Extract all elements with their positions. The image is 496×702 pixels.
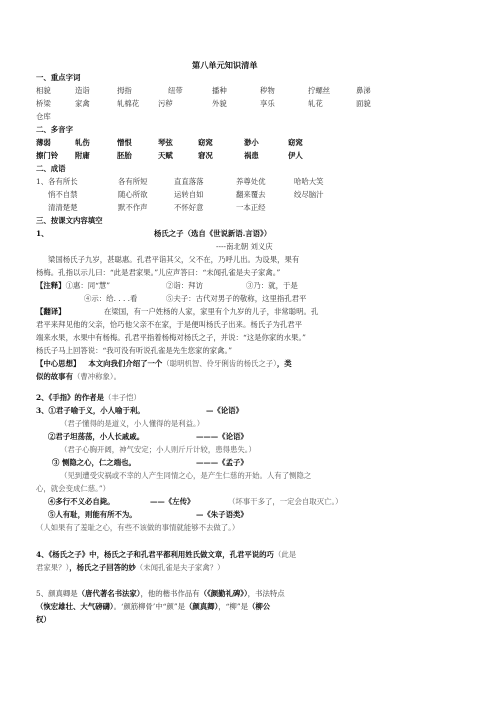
quote-source: —《朱子语类》 (196, 510, 248, 519)
polyphone-word: 窈窕 (198, 138, 213, 147)
idiom: 1、各有所长 (36, 177, 78, 186)
word: 拇指 (117, 86, 132, 95)
word: 家禽 (75, 99, 90, 108)
idiom: 悄不自禁 (48, 190, 78, 199)
quote-source: ——《左传》 (150, 497, 195, 506)
question-5-line-2 (36, 602, 270, 612)
quote-5: ⑤人有耻，则能有所不为。 (48, 510, 137, 519)
word: 拧螺丝 (308, 86, 331, 95)
quote-3: ③ 恻隐之心，仁之端也。 (52, 458, 136, 467)
quote-meaning: （君子心胸开阔，神气安定；小人则斤斤计较，患得患失。） (60, 445, 256, 454)
polyphone-word: 琴弦 (158, 138, 173, 147)
section-heading-key-words: 一、重点字词 (36, 73, 81, 82)
polyphone-word: 渺小 (244, 138, 259, 147)
idiom: 直直落落 (174, 177, 204, 186)
lesson-title: 杨氏之子（选自《世说新语.言语》） (154, 229, 272, 238)
polyphone-word: 薄弱 (36, 138, 51, 147)
section-heading-idioms: 二、成语 (36, 164, 66, 173)
idiom: 绞尽脑汁 (294, 190, 324, 199)
answer: （恢宏雄壮、大气磅礴） (36, 602, 114, 611)
quote-meaning: 心，就会变成仁慈。”） (36, 484, 110, 493)
word: 鼻涕 (356, 86, 371, 95)
quote-2: ②君子坦荡荡，小人长戚戚。 (48, 432, 145, 441)
question-text: ，他的楷书作品有 (140, 589, 200, 598)
quote-meaning: （坏事干多了，一定会自取灭亡。） (228, 497, 343, 506)
question-text: 。‘颜筋柳骨’中“颜”是 (113, 602, 185, 611)
central-idea-line (36, 359, 292, 369)
note: ②诣：拜访 (166, 281, 203, 290)
section-heading-fill-in: 三、按课文内容填空 (36, 216, 103, 225)
word: 轧花 (308, 99, 323, 108)
note: ①惠：同“慧” (65, 281, 111, 290)
polyphone-word: 胚胎 (117, 151, 132, 160)
translation-line: 君平来拜见他的父亲，恰巧他父亲不在家，于是便叫杨氏子出来。杨氏子为孔君平 (36, 320, 303, 329)
answer: （此是 (273, 550, 297, 559)
note: ③乃：就，于是 (246, 281, 298, 290)
answer: （未闻孔雀是夫子家禽？） (135, 563, 225, 572)
question-text: ，杨氏之子回答的妙 (69, 563, 136, 572)
question-text: 5、颜真卿是 (36, 589, 78, 598)
quote-source: ———《论语》 (196, 432, 248, 441)
polyphone-word: 轧伤 (75, 138, 90, 147)
polyphone-word: 伊人 (288, 151, 303, 160)
quote-1: 3、①君子喻于义，小人喻于利。 (36, 406, 145, 415)
answer: 君家果？） (36, 563, 70, 572)
word: 仓库 (36, 112, 51, 121)
lesson-number: 1、 (36, 229, 49, 238)
word: 纽带 (168, 86, 183, 95)
question-text: ，书法特点 (247, 589, 285, 598)
notes-label: 【注释】 (36, 281, 66, 290)
question-text: 2、《手指》的作者是 (36, 393, 104, 402)
idiom: 翻来覆去 (236, 190, 266, 199)
word: 相貌 (36, 86, 51, 95)
central-idea-text: ，类 (276, 359, 292, 368)
lesson-text-line: 梁国杨氏子九岁，甚聪惠。孔君平诣其父，父不在，乃呼儿出。为设果，果有 (48, 255, 300, 264)
central-idea-line-2 (36, 372, 121, 382)
section-heading-polyphones: 二、多音字 (36, 125, 73, 134)
quote-meaning: （见到遭受灾祸或不幸的人产生同情之心，是产生仁慈的开始。人有了恻隐之 (60, 471, 312, 480)
translation-label: 【翻译】 (36, 307, 66, 316)
word: 面貌 (356, 99, 371, 108)
quote-4: ④多行不义必自毙。 (48, 497, 115, 506)
question-text: ，“柳”是 (218, 602, 248, 611)
central-idea-text: 本文向我们介绍了一个 (88, 359, 163, 368)
question-4-line-2 (36, 563, 225, 573)
word: 秽物 (260, 86, 275, 95)
polyphone-word: 擦门铃 (36, 151, 59, 160)
polyphone-word: 天赋 (158, 151, 173, 160)
word: 享乐 (260, 99, 275, 108)
idiom: 清清楚楚 (48, 203, 78, 212)
idiom: 养尊处优 (236, 177, 266, 186)
question-text: 4、《杨氏之子》中，杨氏之子和孔君平都利用姓氏做文章，孔君平说的巧 (36, 550, 274, 559)
page-title: 第八单元知识清单 (192, 60, 258, 70)
word: 外貌 (212, 99, 227, 108)
translation-line: 杨氏子马上回答说：“我可没有听说孔雀是先生您家的家禽。” (36, 346, 233, 355)
answer: （聪明机智、伶牙俐齿的杨氏之子） (162, 359, 277, 368)
answer: （颜真卿） (185, 602, 219, 611)
question-2 (36, 393, 141, 403)
notes-line-1 (36, 281, 110, 291)
idiom: 哈哈大笑 (294, 177, 324, 186)
note: ⑤夫子：古代对男子的敬称，这里指孔君平 (166, 294, 307, 303)
quote-meaning: （人如果有了羞耻之心，有些不该做的事情就能够不去做了。） (36, 523, 240, 532)
idiom: 不怀好意 (174, 203, 204, 212)
note: ④示：给. . . .看 (84, 294, 138, 303)
answer: （曹冲称象）。 (72, 372, 122, 381)
idiom: 一本正经 (236, 203, 266, 212)
word: 播种 (212, 86, 227, 95)
quote-source: —《论语》 (206, 406, 243, 415)
quote-source: ———《孟子》 (196, 458, 248, 467)
word: 污秽 (158, 99, 173, 108)
answer: （丰子恺） (103, 393, 141, 402)
idiom: 各有所短 (118, 177, 148, 186)
polyphone-word: 憎恨 (117, 138, 132, 147)
quote-meaning: （君子懂得的是道义，小人懂得的是利益。） (60, 419, 205, 428)
word: 桥梁 (36, 99, 51, 108)
lesson-text-line: 杨梅。孔指以示儿曰：“此是君家果。”儿应声答曰：“未闻孔雀是夫子家禽。” (36, 268, 281, 277)
lesson-author: ----南北朝 刘义庆 (216, 242, 273, 251)
answer: 权） (36, 615, 51, 624)
translation-line: 在梁国，有一户姓杨的人家，家里有个九岁的儿子，非常聪明。孔 (104, 307, 319, 316)
polyphone-word: 附庸 (75, 151, 90, 160)
idiom: 随心所欲 (118, 190, 148, 199)
central-idea-label: 【中心思想】 (36, 359, 81, 368)
idiom: 运转自如 (174, 190, 204, 199)
answer: （唐代著名书法家） (77, 589, 141, 598)
question-4-line-1 (36, 550, 296, 560)
idiom: 默不作声 (118, 203, 148, 212)
polyphone-word: 祸患 (244, 151, 259, 160)
translation-line: 端来水果，水果中有杨梅。孔君平指着杨梅对杨氏之子，并说：“这是你家的水果。” (36, 333, 306, 342)
answer: （《颜勤礼碑》） (199, 589, 248, 598)
word: 造诣 (75, 86, 90, 95)
polyphone-word: 窈窕 (288, 138, 303, 147)
central-idea-text: 似的故事有 (36, 372, 73, 381)
answer: （柳公 (248, 602, 271, 611)
polyphone-word: 窘况 (198, 151, 213, 160)
question-5-line-1 (36, 589, 285, 599)
word: 轧棉花 (117, 99, 140, 108)
